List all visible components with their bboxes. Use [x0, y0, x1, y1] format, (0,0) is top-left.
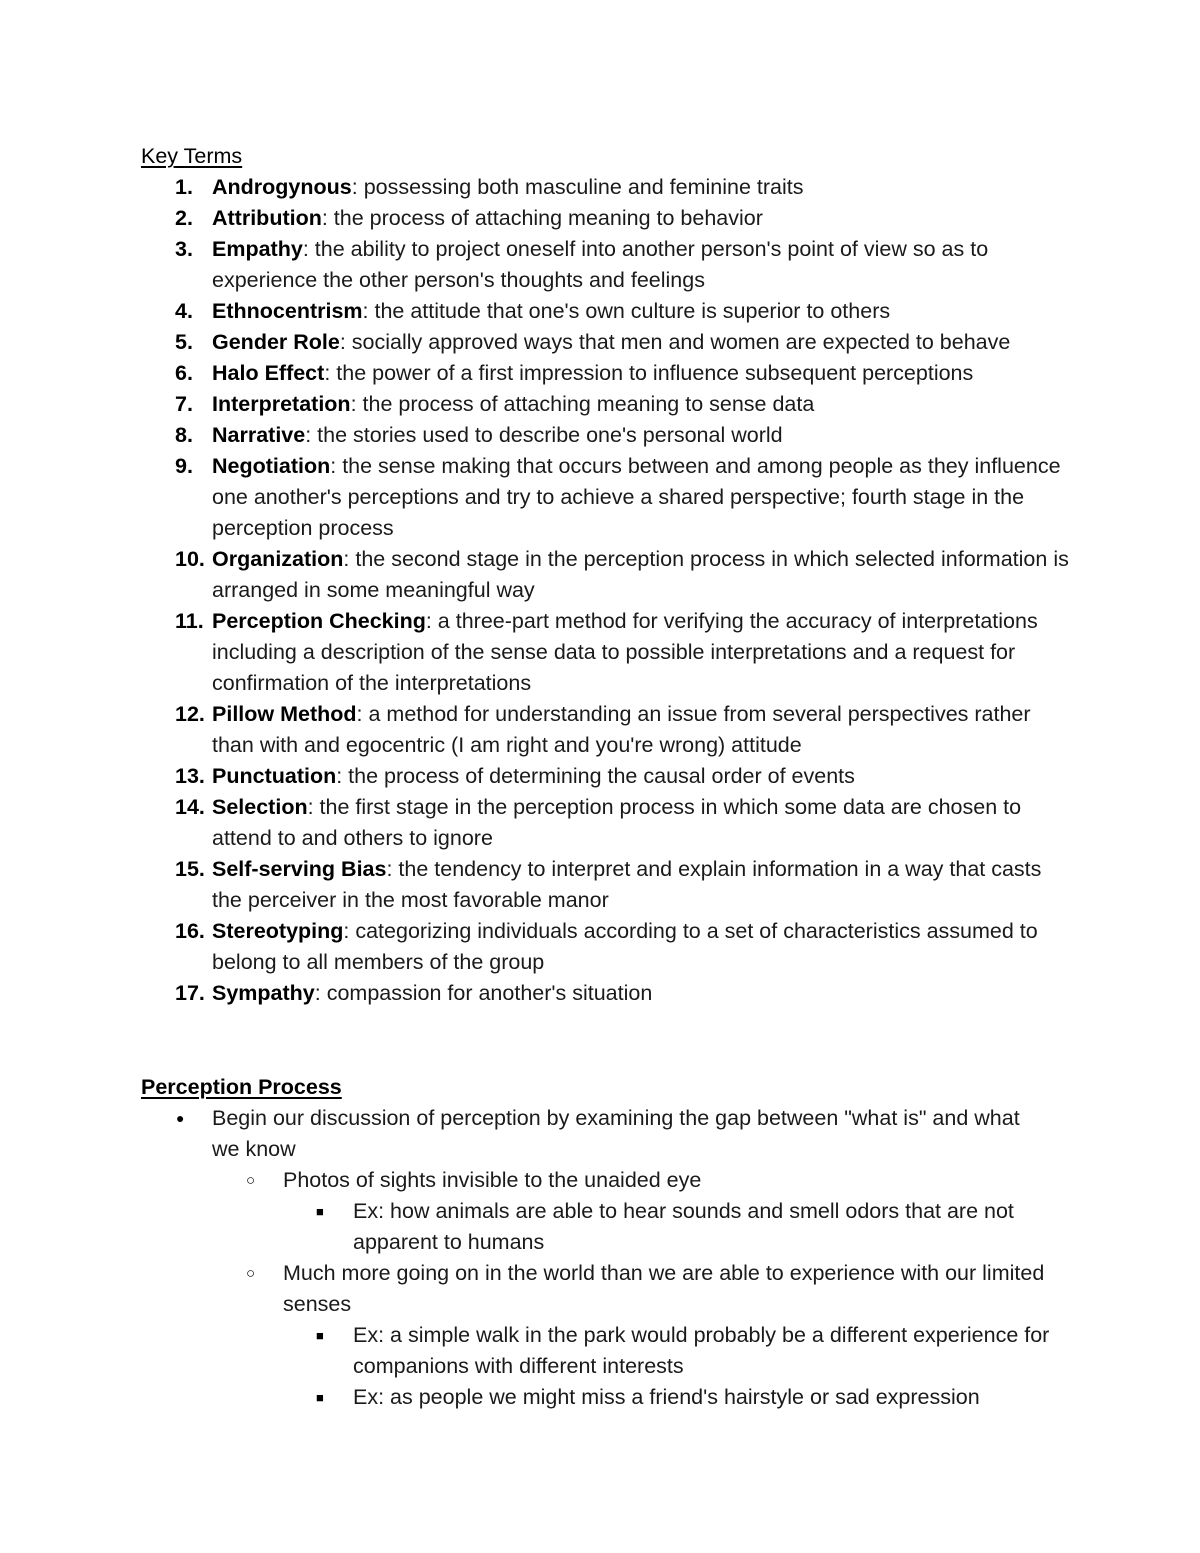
term-number: 11. [175, 609, 204, 633]
term-item [0, 978, 1072, 1009]
bullet-item [0, 1165, 1053, 1196]
key-terms-heading: Key Terms [141, 144, 243, 168]
term-definition: : the power of a first impression to influence subsequent perceptions [324, 361, 974, 385]
term-word: Punctuation [212, 764, 337, 788]
term-definition: : the attitude that one's own culture is superior to others [362, 299, 891, 323]
term-definition: : the ability to project oneself into another person's point of view so as to experience the other person's thoughts and feelings [212, 237, 989, 292]
term-number: 9. [175, 454, 193, 478]
bullet-item [0, 1258, 1053, 1320]
bullet-square-icon: ■ [316, 1204, 324, 1219]
term-item [0, 358, 1072, 389]
term-item [0, 792, 1072, 854]
bullet-square-icon: ■ [316, 1328, 324, 1343]
perception-process-heading: Perception Process [141, 1075, 342, 1099]
term-definition: : the process of determining the causal order of events [336, 764, 855, 788]
term-number: 3. [175, 237, 193, 261]
term-word: Self-serving Bias [212, 857, 387, 881]
term-word: Gender Role [212, 330, 340, 354]
perception-process-list [0, 1103, 1200, 1413]
term-definition: : the process of attaching meaning to behavior [321, 206, 763, 230]
bullet-text: Ex: a simple walk in the park would probably be a different experience for companions with different interests [353, 1323, 1050, 1378]
term-definition: : possessing both masculine and feminine traits [351, 175, 804, 199]
term-definition: : the second stage in the perception process in which selected information is arranged in some meaningful way [212, 547, 1069, 602]
term-item [0, 420, 1072, 451]
term-number: 6. [175, 361, 193, 385]
term-word: Sympathy [212, 981, 315, 1005]
term-definition: : the stories used to describe one's personal world [305, 423, 783, 447]
term-word: Negotiation [212, 454, 331, 478]
bullet-text: Much more going on in the world than we are able to experience with our limited senses [283, 1261, 1045, 1316]
bullet-item [0, 1196, 1053, 1258]
term-word: Ethnocentrism [212, 299, 363, 323]
term-word: Perception Checking [212, 609, 426, 633]
term-item [0, 389, 1072, 420]
term-definition: : the process of attaching meaning to sense data [350, 392, 815, 416]
term-definition: : a three-part method for verifying the accuracy of interpretations including a description of the sense data to possible interpretations and a request for confirmation of the interpretations [212, 609, 1038, 695]
bullet-item [0, 1320, 1053, 1382]
key-terms-list [0, 172, 1200, 1009]
bullet-disc-icon: ● [176, 1110, 185, 1126]
term-definition: : socially approved ways that men and women are expected to behave [339, 330, 1011, 354]
term-word: Androgynous [212, 175, 352, 199]
term-word: Stereotyping [212, 919, 344, 943]
term-item [0, 172, 1072, 203]
term-item [0, 327, 1072, 358]
term-item [0, 544, 1072, 606]
bullet-text: Ex: as people we might miss a friend's hairstyle or sad expression [353, 1385, 980, 1409]
term-definition: : compassion for another's situation [314, 981, 653, 1005]
bullet-circle-icon: ○ [246, 1172, 256, 1189]
term-number: 17. [175, 981, 205, 1005]
term-number: 4. [175, 299, 193, 323]
term-number: 5. [175, 330, 193, 354]
term-item [0, 699, 1072, 761]
term-definition: : the sense making that occurs between and among people as they influence one another's perceptions and try to achieve a shared perspective; fourth stage in the perception process [212, 454, 1061, 540]
bullet-item [0, 1382, 1053, 1413]
term-number: 14. [175, 795, 205, 819]
term-number: 2. [175, 206, 193, 230]
term-item [0, 916, 1072, 978]
term-number: 13. [175, 764, 205, 788]
term-definition: : a method for understanding an issue from several perspectives rather than with and egocentric (I am right and you're wrong) attitude [212, 702, 1031, 757]
term-definition: : the first stage in the perception process in which some data are chosen to attend to and others to ignore [212, 795, 1022, 850]
term-item [0, 606, 1072, 699]
term-item [0, 451, 1072, 544]
term-word: Pillow Method [212, 702, 357, 726]
bullet-square-icon: ■ [316, 1390, 324, 1405]
bullet-text: Begin our discussion of perception by examining the gap between "what is" and what we know [212, 1106, 1020, 1161]
term-number: 12. [175, 702, 205, 726]
term-word: Organization [212, 547, 344, 571]
term-number: 7. [175, 392, 193, 416]
bullet-text: Ex: how animals are able to hear sounds and smell odors that are not apparent to humans [353, 1199, 1014, 1254]
term-number: 16. [175, 919, 205, 943]
term-word: Interpretation [212, 392, 351, 416]
term-item [0, 761, 1072, 792]
term-number: 8. [175, 423, 193, 447]
term-number: 10. [175, 547, 205, 571]
bullet-text: Photos of sights invisible to the unaided eye [283, 1168, 702, 1192]
bullet-item [0, 1103, 1042, 1165]
term-item [0, 234, 1072, 296]
term-item [0, 203, 1072, 234]
term-word: Selection [212, 795, 308, 819]
term-item [0, 296, 1072, 327]
term-word: Empathy [212, 237, 303, 261]
term-number: 1. [175, 175, 193, 199]
term-word: Halo Effect [212, 361, 325, 385]
term-word: Narrative [212, 423, 306, 447]
term-number: 15. [175, 857, 205, 881]
term-definition: : the tendency to interpret and explain information in a way that casts the perceiver in the most favorable manor [212, 857, 1042, 912]
term-item [0, 854, 1072, 916]
term-word: Attribution [212, 206, 322, 230]
bullet-circle-icon: ○ [246, 1265, 256, 1282]
term-definition: : categorizing individuals according to a set of characteristics assumed to belong to all members of the group [212, 919, 1038, 974]
